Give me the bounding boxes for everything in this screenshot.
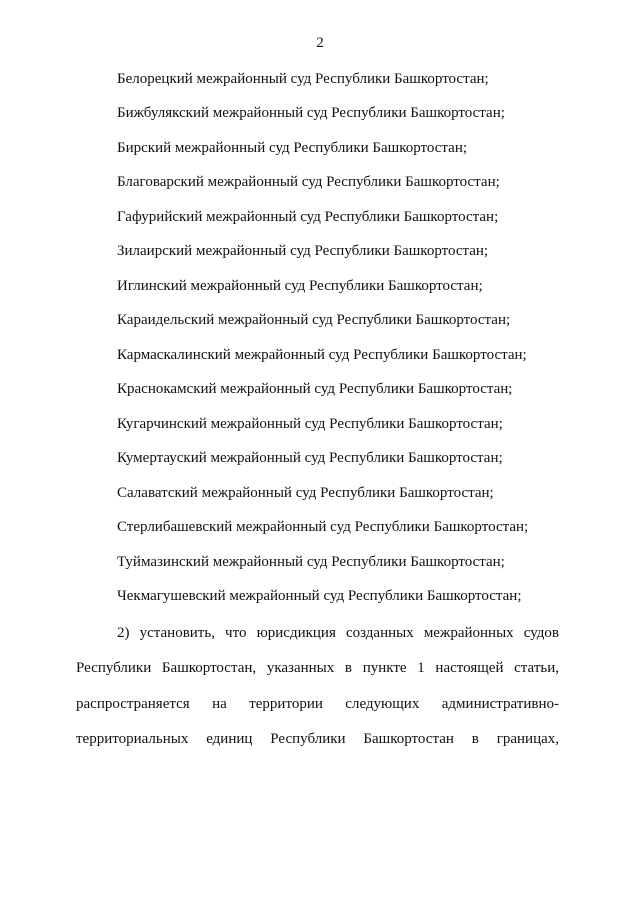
list-item: Туймазинский межрайонный суд Республики Башкортостан; xyxy=(117,553,505,570)
list-item: Кугарчинский межрайонный суд Республики Башкортостан; xyxy=(117,415,503,432)
paragraph-line: территориальных единиц Республики Башкортостан в границах, xyxy=(76,731,559,747)
list-item: Белорецкий межрайонный суд Республики Башкортостан; xyxy=(117,71,489,87)
list-item: Чекмагушевский межрайонный суд Республики Башкортостан; xyxy=(117,588,522,605)
list-item: Зилаирский межрайонный суд Республики Башкортостан; xyxy=(117,243,489,260)
list-item: Кармаскалинский межрайонный суд Республики Башкортостан; xyxy=(117,346,527,363)
list-item: Караидельский межрайонный суд Республики Башкортостан; xyxy=(117,312,511,329)
list-item: Гафурийский межрайонный суд Республики Башкортостан; xyxy=(117,208,499,225)
court-list xyxy=(117,68,528,620)
list-item: Иглинский межрайонный суд Республики Башкортостан; xyxy=(117,277,483,294)
paragraph-line: распространяется на территории следующих административно- xyxy=(76,696,559,712)
list-item: Бижбулякский межрайонный суд Республики Башкортостан; xyxy=(117,105,505,122)
list-item: Кумертауский межрайонный суд Республики Башкортостан; xyxy=(117,450,503,467)
list-item: Салаватский межрайонный суд Республики Башкортостан; xyxy=(117,484,494,501)
list-item: Бирский межрайонный суд Республики Башкортостан; xyxy=(117,139,468,156)
list-item: Благоварский межрайонный суд Республики Башкортостан; xyxy=(117,174,500,191)
paragraph-line: 2) установить, что юрисдикция созданных межрайонных судов xyxy=(117,625,559,641)
page-number: 2 xyxy=(316,35,324,51)
paragraph-line: Республики Башкортостан, указанных в пункте 1 настоящей статьи, xyxy=(76,660,559,676)
list-item: Стерлибашевский межрайонный суд Республики Башкортостан; xyxy=(117,519,529,536)
list-item: Краснокамский межрайонный суд Республики Башкортостан; xyxy=(117,381,513,398)
